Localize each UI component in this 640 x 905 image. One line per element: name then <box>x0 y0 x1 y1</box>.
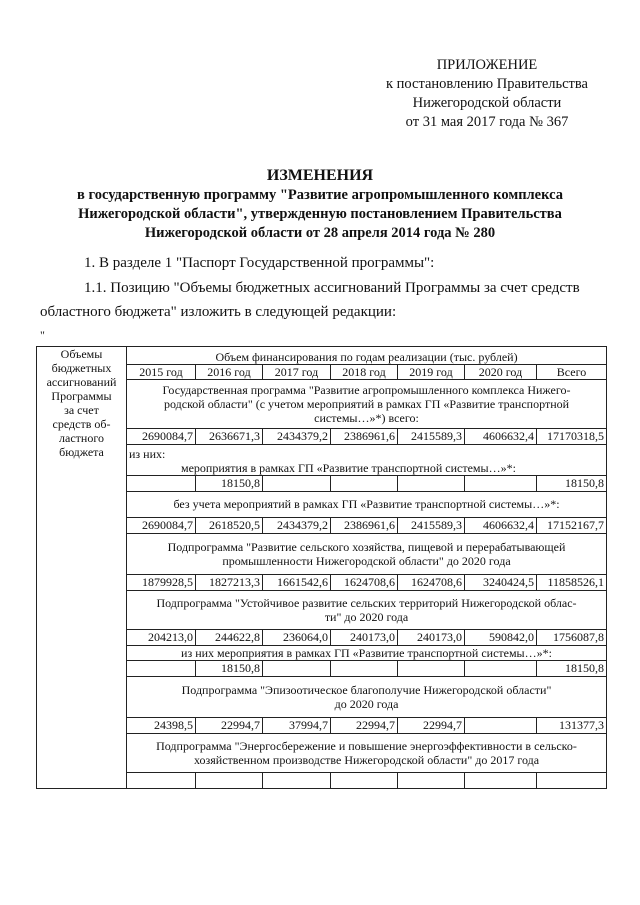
appendix-date: от 31 мая 2017 года № 367 <box>405 114 569 130</box>
financing-table <box>36 346 607 789</box>
paragraph-1-1: 1.1. Позицию "Объемы бюджетных ассигнований Программы за счет средств <box>84 280 580 296</box>
title-main: ИЗМЕНЕНИЯ <box>266 167 374 184</box>
subprogram-3-title: Подпрограмма "Эпизоотическое благополучие Нижегородской области" до 2020 года <box>127 677 607 718</box>
appendix-line: Нижегородской области <box>412 95 562 111</box>
subprogram-1-title: Подпрограмма "Развитие сельского хозяйства, пищевой и перерабатывающей промышленности Нижегородской области" до 2020 года <box>127 534 607 575</box>
table-row: 24398,5 22994,7 37994,7 22994,7 22994,7 131377,3 <box>37 718 607 734</box>
paragraph-1-1-cont: областного бюджета" изложить в следующей редакции: <box>40 304 397 320</box>
title-line: Нижегородской области от 28 апреля 2014 года № 280 <box>144 225 496 241</box>
left-header-cell: Объемы бюджетных ассигнований Программы за счет средств об- ластного бюджета <box>37 347 127 789</box>
table-row: 18150,8 18150,8 <box>37 661 607 677</box>
appendix-title: ПРИЛОЖЕНИЕ <box>436 57 538 73</box>
table-row: 1879928,5 1827213,3 1661542,6 1624708,6 1624708,6 3240424,5 11858526,1 <box>37 575 607 591</box>
opening-quote: " <box>40 328 45 342</box>
paragraph-1: 1. В разделе 1 "Паспорт Государственной программы": <box>84 255 435 271</box>
table-row: 2690084,7 2636671,3 2434379,2 2386961,6 2415589,3 4606632,4 17170318,5 <box>37 429 607 445</box>
of-them-label: из них: мероприятия в рамках ГП «Развитие транспортной системы…»*: <box>127 445 607 476</box>
appendix-line: к постановлению Правительства <box>386 76 588 92</box>
table-row: 2690084,7 2618520,5 2434379,2 2386961,6 2415589,3 4606632,4 17152167,7 <box>37 518 607 534</box>
appendix-header <box>362 56 612 132</box>
years-row: 2015 год 2016 год 2017 год 2018 год 2019 год 2020 год Всего <box>37 365 607 380</box>
without-transport-label: без учета мероприятий в рамках ГП «Развитие транспортной системы…»*: <box>127 492 607 518</box>
top-header: Объем финансирования по годам реализации (тыс. рублей) <box>127 347 607 365</box>
subprogram-2-transport-label: из них мероприятия в рамках ГП «Развитие транспортной системы…»*: <box>127 646 607 661</box>
gp-title: Государственная программа "Развитие агропромышленного комплекса Нижего- родской области" (с учетом мероприятий в рамках ГП «Развитие транспортной системы…»*) всего: <box>127 380 607 429</box>
document-title <box>40 166 600 243</box>
subprogram-4-title: Подпрограмма "Энергосбережение и повышение энергоэффективности в сельско- хозяйственном производстве Нижегородской области" до 2017 года <box>127 734 607 773</box>
table-row: 204213,0 244622,8 236064,0 240173,0 240173,0 590842,0 1756087,8 <box>37 630 607 646</box>
title-line: Нижегородской области", утвержденную постановлением Правительства <box>78 206 562 222</box>
subprogram-2-title: Подпрограмма "Устойчивое развитие сельских территорий Нижегородской облас- ти" до 2020 года <box>127 591 607 630</box>
table-row: 18150,8 18150,8 <box>37 476 607 492</box>
title-line: в государственную программу "Развитие агропромышленного комплекса <box>77 187 563 203</box>
